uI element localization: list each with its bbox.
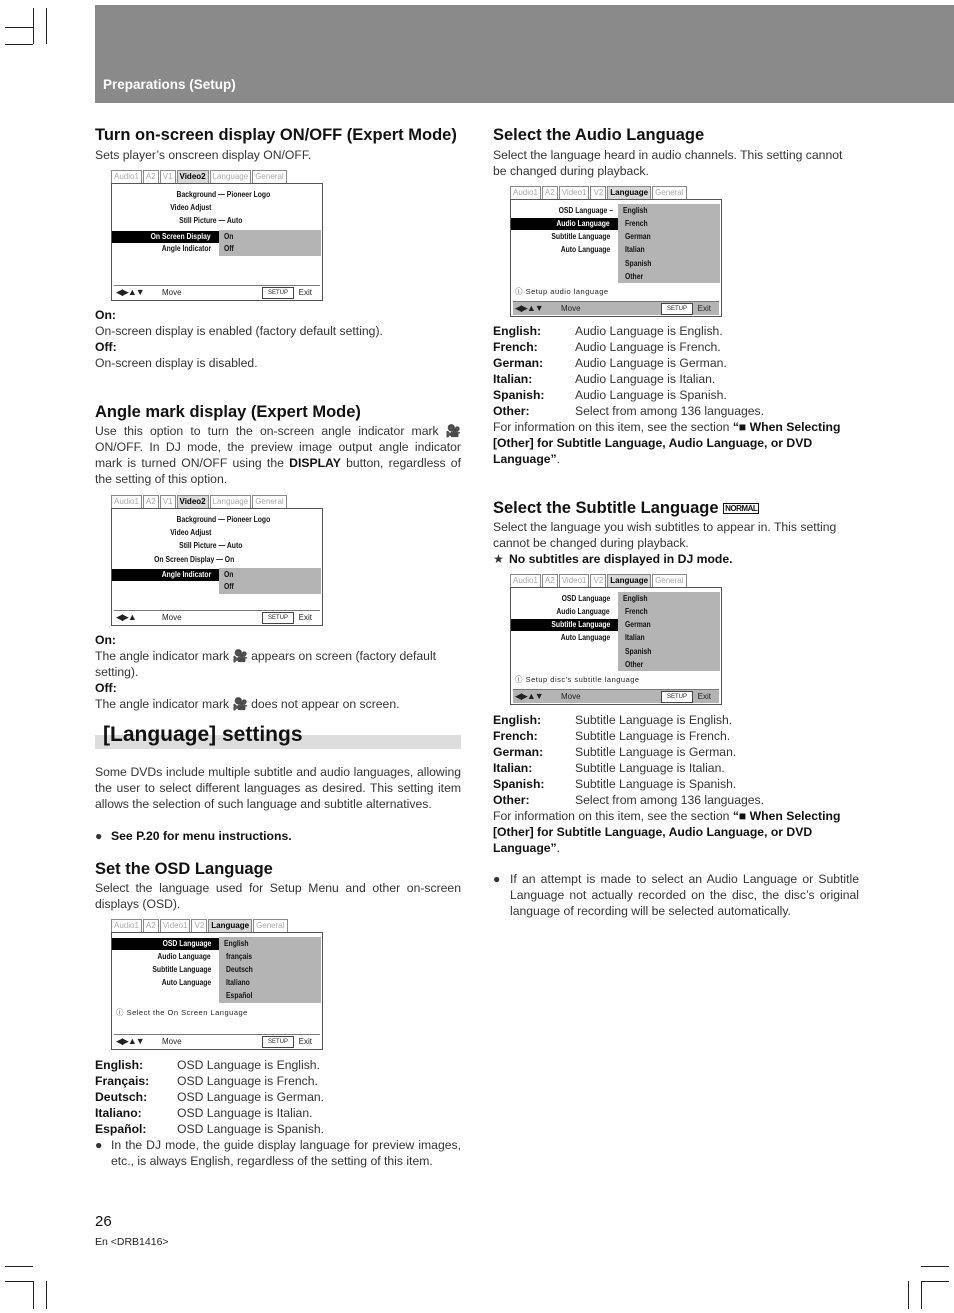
sub-item: French <box>625 607 648 616</box>
sub-item: German <box>625 620 651 629</box>
definition-row: Other: Select from among 136 languages. <box>493 793 765 807</box>
sub-item: français <box>226 952 253 961</box>
menu-item: Audio Language <box>556 607 610 616</box>
subtitle-desc: Select the language you wish subtitles to appear in. This setting cannot be changed during playback. <box>493 520 837 550</box>
sub-item: Deutsch <box>226 965 253 974</box>
angle-desc: Use this option to turn the on-screen angle indicator mark 🎥 ON/OFF. In DJ mode, the preview image output angle indicator mark is turned ON/OFF using the DISPLAY button, regardless of the setting of this option. <box>95 424 461 486</box>
arrow-keys-icon: ◀▶▲ <box>116 612 136 622</box>
menu-item: Background — Pioneer Logo <box>176 515 270 524</box>
menu-item: Subtitle Language <box>551 232 610 241</box>
heading-audio-language: Select the Audio Language <box>493 126 705 144</box>
camera-icon: 🎥 <box>445 424 461 438</box>
tab: General <box>652 574 686 587</box>
crop-mark <box>46 8 47 44</box>
tab: Language <box>208 919 252 932</box>
menu-item: Audio Language <box>157 952 211 961</box>
osd-screen-onscreen <box>111 170 323 301</box>
tab: A2 <box>143 919 159 932</box>
tab: V2 <box>191 919 207 932</box>
sub-item: Italian <box>625 245 645 254</box>
osd-screen-audio <box>510 186 722 317</box>
sub-item: Spanish <box>625 647 652 656</box>
sub-item: Other <box>625 660 644 669</box>
exit-label: Exit <box>697 304 711 313</box>
dj-note: ● In the DJ mode, the guide display language for preview images, etc., is always English, regardless of the setting of this item. <box>95 1138 461 1168</box>
menu-item: Auto Language <box>560 245 610 254</box>
sub-item: Other <box>625 272 644 281</box>
exit-label: Exit <box>697 692 711 701</box>
move-label: Move <box>561 692 581 701</box>
menu-item: Video Adjust <box>169 528 211 537</box>
definition-row: Spanish: Subtitle Language is Spanish. <box>493 777 737 791</box>
menu-item: Audio Language <box>556 219 610 228</box>
definition-row: English: Subtitle Language is English. <box>493 713 733 727</box>
definition-row: Español: OSD Language is Spanish. <box>95 1122 325 1136</box>
sub-item: On <box>224 232 234 241</box>
sub-item: Español <box>226 991 253 1000</box>
crop-mark <box>46 1281 47 1309</box>
section-label: Preparations (Setup) <box>103 77 236 92</box>
audio-desc: Select the language heard in audio channels. This setting cannot be changed during playback. <box>493 148 843 178</box>
menu-note: ● See P.20 for menu instructions. <box>95 829 292 843</box>
normal-mode-badge: NORMAL <box>725 504 758 514</box>
menu-item: Auto Language <box>161 978 211 987</box>
tab: A2 <box>542 186 558 199</box>
definition-row: English: OSD Language is English. <box>95 1058 320 1072</box>
tab: Audio1 <box>111 495 142 508</box>
tab: V1 <box>160 495 176 508</box>
sub-item: German <box>625 232 651 241</box>
tab: General <box>252 495 286 508</box>
crop-mark <box>5 44 33 45</box>
tab: General <box>652 186 686 199</box>
move-label: Move <box>162 288 182 297</box>
definition-row: German: Subtitle Language is German. <box>493 745 737 759</box>
tab: A2 <box>143 495 159 508</box>
original-language-note: ● If an attempt is made to select an Audio Language or Subtitle Language not actually recorded on the disc, the disc’s original language of recording will be selected automatically. <box>493 872 859 918</box>
setup-key: SETUP <box>661 303 693 315</box>
definition-row: Italiano: OSD Language is Italian. <box>95 1106 313 1120</box>
sub-item: English <box>623 206 648 215</box>
menu-item: Still Picture — Auto <box>178 541 242 550</box>
osd-language-desc: Select the language used for Setup Menu and other on-screen displays (OSD). <box>95 881 461 911</box>
sub-item: Italian <box>625 633 645 642</box>
camera-icon: 🎥 <box>232 697 248 711</box>
arrow-keys-icon: ◀▶▲▼ <box>515 691 543 701</box>
info-icon: ⓘ <box>515 675 523 684</box>
on-text: On-screen display is enabled (factory default setting). <box>95 324 383 338</box>
sub-item: Italiano <box>226 978 250 987</box>
osd-screen-osd-language <box>111 919 323 1050</box>
off-text: On-screen display is disabled. <box>95 356 258 370</box>
heading-onscreen-display: Turn on-screen display ON/OFF (Expert Mode) <box>95 126 457 144</box>
sub-item: English <box>224 939 249 948</box>
subtitle-info: For information on this item, see the section “■ When Selecting [Other] for Subtitle Language, Audio Language, or DVD Language”. <box>493 809 841 855</box>
info-icon: ⓘ <box>116 1008 124 1017</box>
menu-item: Background — Pioneer Logo <box>176 190 270 199</box>
menu-item: Angle Indicator <box>161 570 211 579</box>
menu-item: Subtitle Language <box>152 965 211 974</box>
info-line: ⓘ Select the On Screen Language <box>116 1008 248 1017</box>
crop-mark <box>5 27 33 28</box>
tab: Audio1 <box>510 186 541 199</box>
sub-item: On <box>224 570 234 579</box>
doc-code: En <DRB1416> <box>95 1236 169 1248</box>
menu-item: Angle Indicator <box>161 244 211 253</box>
setup-key: SETUP <box>262 1036 294 1048</box>
tab: V2 <box>590 574 606 587</box>
heading-angle-mark: Angle mark display (Expert Mode) <box>95 403 361 421</box>
crop-mark <box>5 1281 33 1282</box>
tab: Audio1 <box>111 919 142 932</box>
sub-item: French <box>625 219 648 228</box>
language-intro: Some DVDs include multiple subtitle and audio languages, allowing the user to select different languages as desired. This setting item allows the selection of such language and subtitle alternatives. <box>95 765 461 811</box>
tab: Language <box>607 574 651 587</box>
heading-osd-language: Set the OSD Language <box>95 860 273 878</box>
crop-mark <box>33 1281 34 1309</box>
osd-screen-angle <box>111 495 323 626</box>
tab: Video1 <box>160 919 191 932</box>
tab: Language <box>210 495 252 508</box>
tab: Audio1 <box>111 170 142 183</box>
star-icon: ★ <box>493 552 504 566</box>
sub-item: Off <box>224 582 234 591</box>
angle-off-text: The angle indicator mark 🎥 does not appear on screen. <box>95 697 400 711</box>
definition-row: French: Subtitle Language is French. <box>493 729 731 743</box>
definition-row: Deutsch: OSD Language is German. <box>95 1090 325 1104</box>
sub-item: English <box>623 594 648 603</box>
definition-row: Other: Select from among 136 languages. <box>493 404 765 418</box>
menu-item: OSD Language <box>162 939 211 948</box>
crop-mark <box>921 1281 949 1282</box>
info-line: ⓘ Setup audio language <box>515 287 609 296</box>
setup-key: SETUP <box>262 287 294 299</box>
page-number: 26 <box>95 1213 112 1230</box>
exit-label: Exit <box>298 1037 312 1046</box>
arrow-keys-icon: ◀▶▲▼ <box>116 287 144 297</box>
tab: General <box>252 170 286 183</box>
arrow-keys-icon: ◀▶▲▼ <box>116 1036 144 1046</box>
osd-screen-subtitle <box>510 574 722 705</box>
info-icon: ⓘ <box>515 287 523 296</box>
menu-item: Video Adjust <box>169 203 211 212</box>
menu-item: Subtitle Language <box>551 620 610 629</box>
angle-on-text: The angle indicator mark 🎥 appears on screen (factory default setting). <box>95 649 437 679</box>
setup-key: SETUP <box>661 691 693 703</box>
menu-item: OSD Language <box>561 594 610 603</box>
definition-row: English: Audio Language is English. <box>493 324 723 338</box>
definition-row: German: Audio Language is German. <box>493 356 727 370</box>
tab: A2 <box>143 170 159 183</box>
tab: General <box>253 919 287 932</box>
tab: V2 <box>590 186 606 199</box>
tab: Audio1 <box>510 574 541 587</box>
onscreen-desc: Sets player’s onscreen display ON/OFF. <box>95 148 312 162</box>
menu-item: Auto Language <box>560 633 610 642</box>
menu-item: Still Picture — Auto <box>178 216 242 225</box>
tab: Video2 <box>177 495 209 508</box>
exit-label: Exit <box>298 613 312 622</box>
move-label: Move <box>162 1037 182 1046</box>
crop-mark <box>921 1266 949 1267</box>
definition-row: Français: OSD Language is French. <box>95 1074 318 1088</box>
definition-row: Spanish: Audio Language is Spanish. <box>493 388 727 402</box>
audio-info: For information on this item, see the section “■ When Selecting [Other] for Subtitle Language, Audio Language, or DVD Language”. <box>493 420 841 466</box>
sub-item: Off <box>224 244 234 253</box>
tab: Video1 <box>559 574 590 587</box>
tab: Language <box>210 170 252 183</box>
move-label: Move <box>162 613 182 622</box>
setup-key: SETUP <box>262 612 294 624</box>
info-line: ⓘ Setup disc's subtitle language <box>515 675 640 684</box>
menu-item: On Screen Display <box>150 232 211 241</box>
on-label: On: <box>95 308 116 322</box>
crop-mark <box>33 8 34 44</box>
language-settings-title: [Language] settings <box>103 723 303 746</box>
tab: Video1 <box>559 186 590 199</box>
definition-row: Italian: Audio Language is Italian. <box>493 372 716 386</box>
tab: A2 <box>542 574 558 587</box>
exit-label: Exit <box>298 288 312 297</box>
heading-subtitle-language: Select the Subtitle Language NORMAL <box>493 499 758 517</box>
menu-item: On Screen Display — On <box>153 555 234 564</box>
arrow-keys-icon: ◀▶▲▼ <box>515 303 543 313</box>
page-header <box>95 5 954 103</box>
on-label: On: <box>95 633 116 647</box>
menu-item: OSD Language – <box>558 206 613 215</box>
off-label: Off: <box>95 681 117 695</box>
move-label: Move <box>561 304 581 313</box>
tab: Language <box>607 186 651 199</box>
tab: V1 <box>160 170 176 183</box>
definition-row: French: Audio Language is French. <box>493 340 721 354</box>
sub-item: Spanish <box>625 259 652 268</box>
dj-subtitle-note: ★ No subtitles are displayed in DJ mode. <box>493 552 733 566</box>
crop-mark <box>921 1281 922 1309</box>
crop-mark <box>5 1266 33 1267</box>
tab: Video2 <box>177 170 209 183</box>
crop-mark <box>908 1281 909 1309</box>
definition-row: Italian: Subtitle Language is Italian. <box>493 761 725 775</box>
off-label: Off: <box>95 340 117 354</box>
camera-icon: 🎥 <box>232 649 248 663</box>
